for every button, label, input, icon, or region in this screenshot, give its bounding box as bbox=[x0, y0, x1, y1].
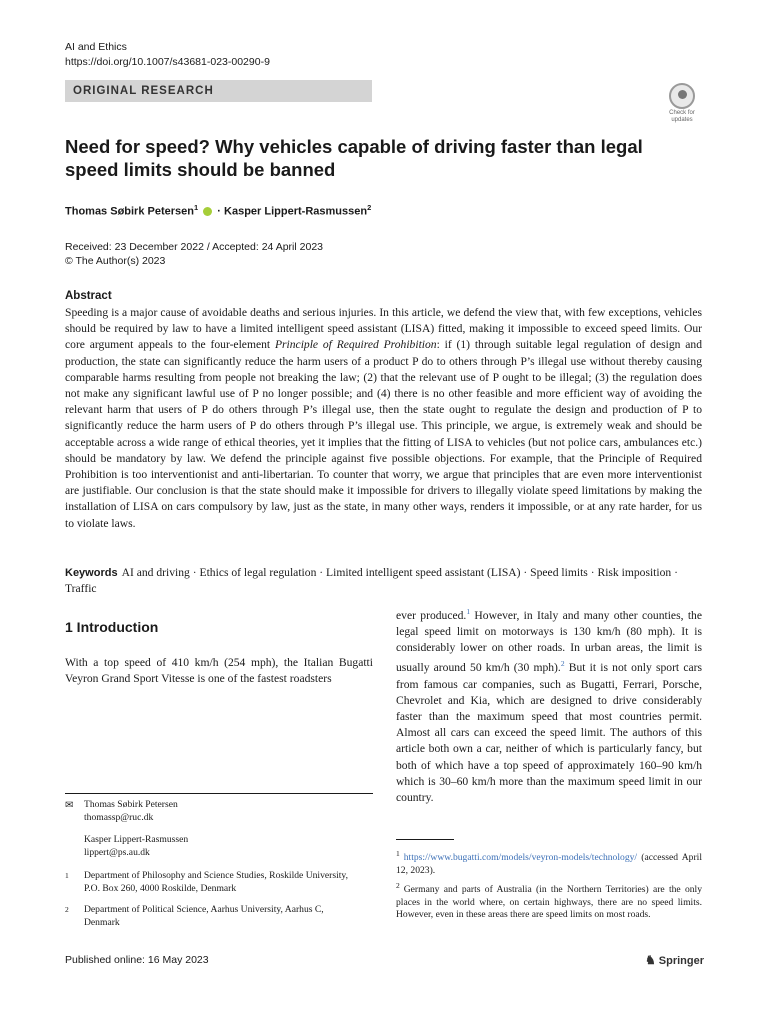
contact-email[interactable]: thomassp@ruc.dk bbox=[84, 811, 154, 823]
abstract-body bbox=[65, 305, 702, 532]
publisher-name: Springer bbox=[658, 955, 704, 967]
author-affiliation-number: 1 bbox=[194, 203, 199, 212]
received-accepted: Received: 23 December 2022 / Accepted: 24 April 2023 bbox=[65, 241, 323, 253]
footnote bbox=[396, 880, 702, 922]
author-affiliation-number: 2 bbox=[367, 203, 372, 212]
footnote-number: 2 bbox=[396, 881, 400, 891]
springer-horse-icon: ♞ bbox=[645, 953, 656, 967]
contact-entry bbox=[84, 834, 188, 859]
journal-name: AI and Ethics bbox=[65, 41, 127, 53]
affiliation-number: 2 bbox=[65, 905, 69, 914]
contact-entry bbox=[84, 799, 178, 824]
footnote-divider bbox=[65, 793, 373, 794]
contact-name: Thomas Søbirk Petersen bbox=[84, 799, 178, 810]
orcid-icon[interactable] bbox=[203, 207, 212, 216]
footnotes bbox=[396, 848, 702, 925]
abstract-emphasis: Principle of Required Prohibition bbox=[274, 338, 437, 352]
affiliation-number: 1 bbox=[65, 871, 69, 880]
intro-paragraph: With a top speed of 410 km/h (254 mph), the Italian Bugatti Veyron Grand Sport Vitesse is one of the fastest roadsters bbox=[65, 656, 373, 686]
published-online: Published online: 16 May 2023 bbox=[65, 954, 209, 966]
contact-name: Kasper Lippert-Rasmussen bbox=[84, 834, 189, 845]
footnote-ref[interactable]: 2 bbox=[560, 659, 565, 669]
affiliation-text: Department of Political Science, Aarhus University, Aarhus C, Denmark bbox=[84, 904, 324, 928]
footnote-divider bbox=[396, 839, 454, 840]
paragraph-text: ever produced. bbox=[396, 608, 467, 622]
publication-dates bbox=[65, 240, 323, 268]
footnote-text: Germany and parts of Australia (in the Northern Territories) are the only places in the world where, on certain highways, there are no speed limits. However, even in these areas there are speed limits on most roads. bbox=[396, 884, 702, 921]
keywords bbox=[65, 565, 702, 597]
affiliation-text: Department of Philosophy and Science Studies, Roskilde University, P.O. Box 260, 4000 Roskilde, Denmark bbox=[84, 870, 348, 894]
check-for-updates-badge[interactable] bbox=[662, 83, 702, 125]
abstract-text-part: : if (1) through suitable legal regulation of design and production, the state can significantly reduce the harm users of a product P do to others through P’s illegal use without thereby causing comparable harms resulting from people not breaking the law; (2) that the relevant use of P ought to be illegal; (3) the regulation does not make any significant lawful use of P no longer possible; and (4) there is no other feasible and more efficient way of avoiding the relevant harm that users of P do others through P’s illegal use, then the state ought to regulate the design and production of P to significantly reduce the harm users of P do others through P’s illegal use. This principle, we argue, is extremely weak and should be acceptable across a wide range of ethical theories, yet it implies that the fitting of LISA to vehicles (but not police cars, ambulances etc.) should be mandatory by law. We defend the principle against five possible objections. For example, that the Principle of Required Prohibition is too interventionist and anti-libertarian. To counter that worry, we argue that principles that are even more interventionist are justifiable. Our conclusion is that the state should make it impossible for drivers to illegally violate speed limitations by making the installation of LISA on cars compulsory by law, just as the state, in many other ways, renders it impossible, or at any rate harder, for us to violate laws. bbox=[65, 338, 702, 530]
author-name[interactable]: Thomas Søbirk Petersen bbox=[65, 205, 194, 218]
doi-link[interactable]: https://doi.org/10.1007/s43681-023-00290-9 bbox=[65, 56, 270, 68]
footnote-number: 1 bbox=[396, 849, 400, 858]
footnote-text: (accessed April 12, 2023). bbox=[396, 852, 702, 876]
author-list bbox=[65, 203, 371, 218]
publisher-logo[interactable] bbox=[645, 953, 704, 967]
keywords-list: AI and driving · Ethics of legal regulation · Limited intelligent speed assistant (LISA) · Speed limits · Risk imposition · Traffic bbox=[65, 566, 678, 596]
author-separator: · bbox=[217, 205, 221, 218]
section-label: ORIGINAL RESEARCH bbox=[65, 80, 372, 102]
paragraph-text: However, in Italy and many other counties, the legal speed limit on motorways is 130 km/h (80 mph). It is considerably lower on other roads. In urban areas, the limit is usually around 50 km/h (30 mph). bbox=[396, 608, 702, 675]
paragraph-text: But it is not only sport cars from famous car companies, such as Bugatti, Ferrari, Porsche, Chevrolet and Kia, which are designed to drive considerably faster than the maximum speed that most countries permit. Almost all cars can exceed the speed limit. The authors of this article both own a car, neither of which is particularly fancy, but both of which have a top speed of approximately 160–90 km/h which is 30–60 km/h more than the maximum speed limit in our country. bbox=[396, 661, 702, 804]
author-name[interactable]: Kasper Lippert-Rasmussen bbox=[224, 205, 368, 218]
check-updates-icon bbox=[669, 83, 695, 109]
footnote bbox=[396, 848, 702, 877]
contact-email[interactable]: lippert@ps.au.dk bbox=[84, 846, 150, 858]
section-heading-introduction: 1 Introduction bbox=[65, 619, 159, 635]
journal-header bbox=[65, 40, 270, 70]
envelope-icon: ✉ bbox=[65, 800, 74, 811]
copyright: © The Author(s) 2023 bbox=[65, 255, 166, 267]
intro-paragraph-continued bbox=[396, 604, 702, 806]
check-updates-label: Check for updates bbox=[669, 110, 695, 123]
footnote-ref[interactable]: 1 bbox=[466, 607, 471, 616]
footnote-link[interactable]: https://www.bugatti.com/models/veyron-models/technology/ bbox=[403, 852, 638, 864]
abstract-heading: Abstract bbox=[65, 290, 112, 302]
paper-title: Need for speed? Why vehicles capable of driving faster than legal speed limits should be banned bbox=[65, 136, 643, 180]
abstract-text-part: Speeding is a major cause of avoidable deaths and serious injuries. In this article, we defend the view that, with few exceptions, vehicles should be required by law to have a limited intelligent speed assistant (LISA) fitted, making it impossible to exceed speed limits. Our core argument appeals to the four-element bbox=[65, 306, 702, 352]
keywords-heading: Keywords bbox=[65, 567, 118, 579]
